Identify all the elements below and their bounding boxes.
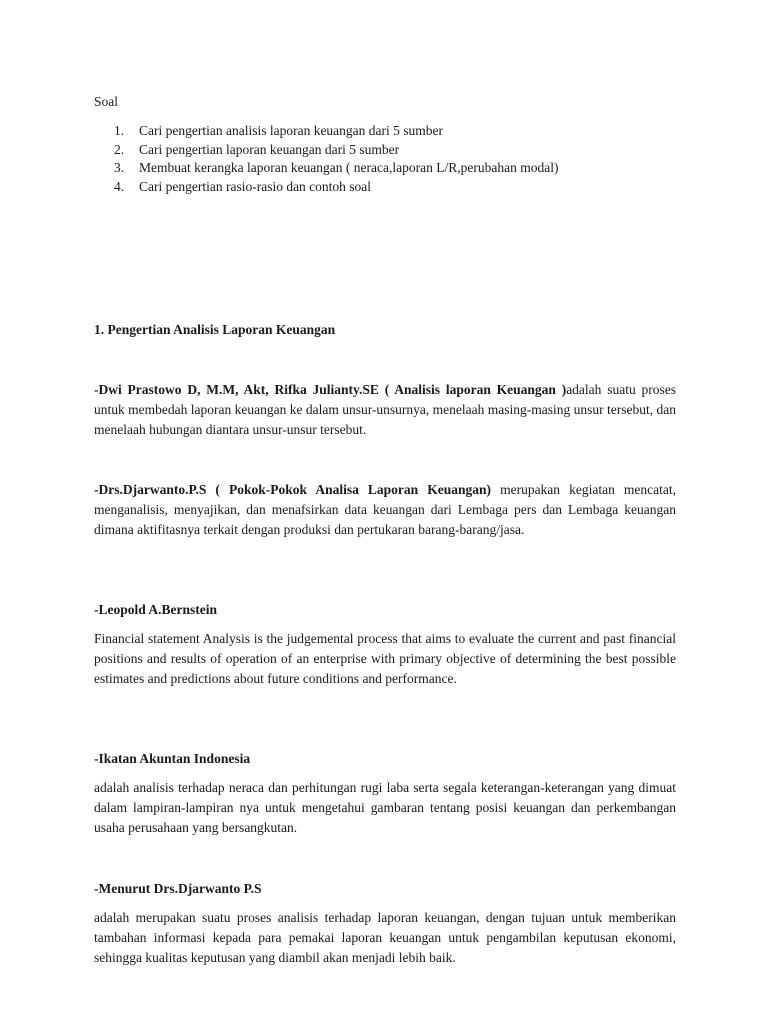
definition-heading-4: -Ikatan Akuntan Indonesia: [94, 751, 251, 766]
list-number: 2.: [114, 141, 125, 157]
definition-heading-3: -Leopold A.Bernstein: [94, 602, 218, 617]
list-text: Cari pengertian analisis laporan keuangan dari 5 sumber: [139, 123, 444, 138]
soal-title: Soal: [94, 94, 119, 109]
list-text: Cari pengertian laporan keuangan dari 5 sumber: [139, 141, 400, 157]
definition-text: merupakan kegiatan mencatat, menganalisis, menyajikan, dan menafsirkan data keuangan dari Lembaga pers dan Lembaga keuangan dimana aktifitasnya terkait dengan produksi dan pertukaran barang-barang/jasa.: [94, 482, 677, 537]
task-list: [114, 122, 558, 196]
definition-heading-5: -Menurut Drs.Djarwanto P.S: [94, 881, 262, 896]
list-text: Membuat kerangka laporan keuangan ( neraca,laporan L/R,perubahan modal): [139, 160, 559, 175]
definition-paragraph-3: Financial statement Analysis is the judgemental process that aims to evaluate the current and past financial positions and results of operation of an enterprise with primary objective of determining the best possible estimates and predictions about future conditions and performance.: [94, 631, 676, 686]
list-text: Cari pengertian rasio-rasio dan contoh soal: [139, 178, 372, 194]
definition-paragraph-2: [94, 480, 676, 540]
definition-paragraph-5: adalah merupakan suatu proses analisis terhadap laporan keuangan, dengan tujuan untuk memberikan tambahan informasi kepada para pemakai laporan keuangan untuk pengambilan keputusan ekonomi, sehingga kualitas keputusan yang diambil akan menjadi lebih baik.: [94, 910, 676, 965]
list-number: 1.: [114, 123, 125, 138]
definition-paragraph-4: adalah analisis terhadap neraca dan perhitungan rugi laba serta segala keterangan-keterangan yang dimuat dalam lampiran-lampiran nya untuk mengetahui gambaran tentang posisi keuangan dan perkembangan usaha perusahaan yang bersangkutan.: [94, 780, 676, 835]
list-item: [114, 178, 558, 197]
definition-paragraph-1: [94, 380, 676, 440]
list-item: [114, 122, 558, 141]
list-item: [114, 159, 558, 178]
section-heading: 1. Pengertian Analisis Laporan Keuangan: [94, 322, 336, 337]
list-item: [114, 141, 558, 160]
definition-source: -Dwi Prastowo D, M.M, Akt, Rifka Julianty.SE ( Analisis laporan Keuangan ): [94, 382, 567, 397]
list-number: 3.: [114, 160, 125, 175]
definition-source: -Drs.Djarwanto.P.S ( Pokok-Pokok Analisa Laporan Keuangan): [94, 482, 492, 497]
definition-text: adalah suatu proses untuk membedah laporan keuangan ke dalam unsur-unsurnya, menelaah masing-masing unsur tersebut, dan menelaah hubungan diantara unsur-unsur tersebut.: [94, 382, 676, 437]
list-number: 4.: [114, 178, 125, 194]
